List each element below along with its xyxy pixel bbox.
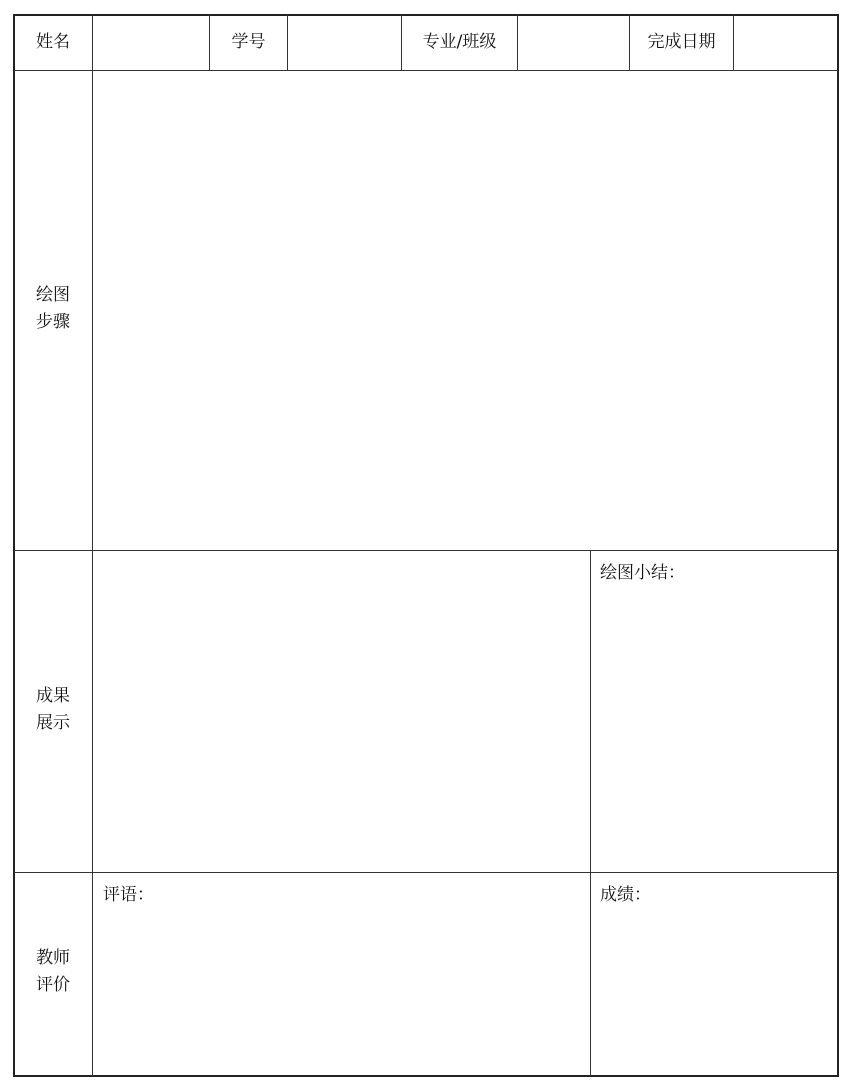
steps-label (14, 282, 92, 336)
student-id-field[interactable] (288, 15, 401, 70)
summary-content-area[interactable] (591, 590, 837, 872)
steps-label-line2: 步骤 (36, 312, 70, 332)
student-id-label: 学号 (231, 32, 266, 52)
completion-date-label: 完成日期 (647, 32, 716, 52)
steps-label-line1: 绘图 (36, 285, 70, 305)
result-label-line2: 展示 (36, 713, 70, 733)
result-label (14, 683, 92, 737)
comment-content-area[interactable] (93, 912, 590, 1076)
result-display-area[interactable] (93, 551, 590, 872)
result-label-line1: 成果 (36, 686, 70, 706)
name-field[interactable] (93, 15, 209, 70)
summary-label: 绘图小结： (600, 563, 685, 583)
comment-label: 评语： (103, 885, 154, 905)
name-label: 姓名 (36, 32, 70, 52)
teacher-eval-label-line2: 评价 (36, 975, 70, 995)
completion-date-field[interactable] (734, 15, 837, 70)
score-content-area[interactable] (591, 912, 837, 1076)
steps-content-area[interactable] (93, 71, 837, 550)
major-class-field[interactable] (518, 15, 629, 70)
major-class-label: 专业/班级 (422, 32, 497, 52)
score-label: 成绩： (600, 885, 651, 905)
result-divider (14, 872, 838, 873)
teacher-eval-label (14, 945, 92, 999)
teacher-eval-label-line1: 教师 (36, 948, 70, 968)
